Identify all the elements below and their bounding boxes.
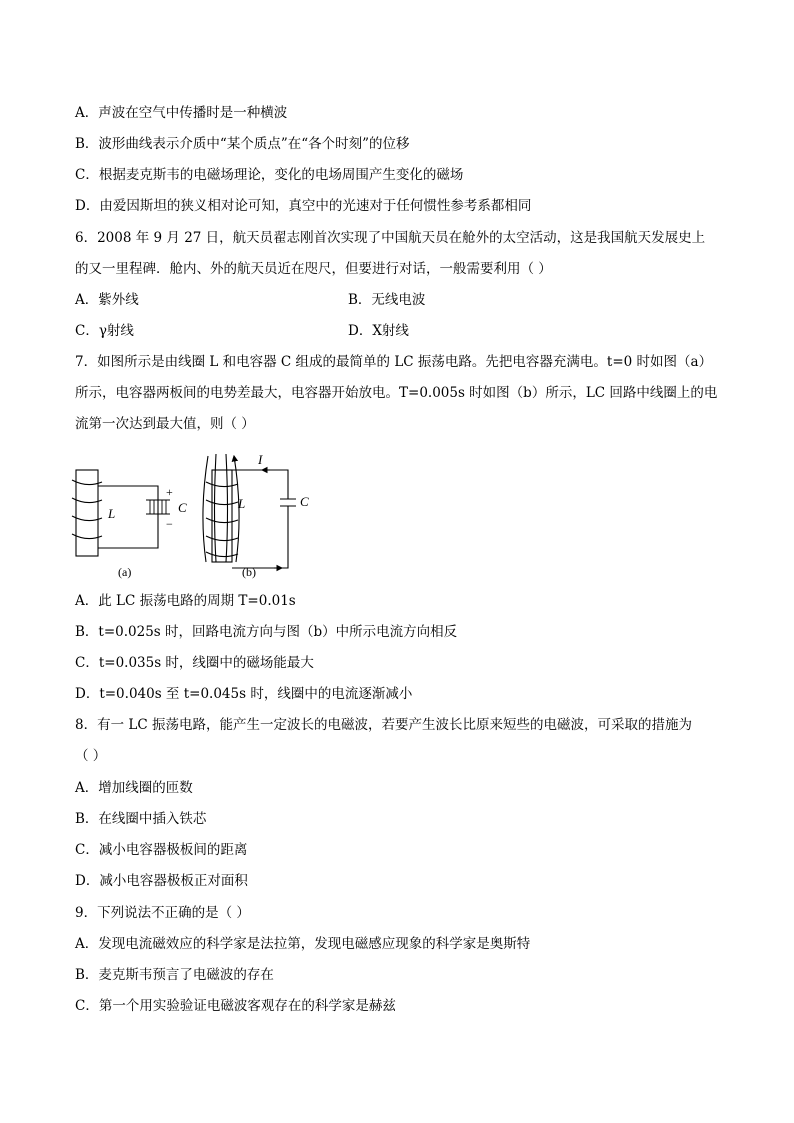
q7-option-d: D．t=0.040s 至 t=0.045s 时，线圈中的电流逐渐减小: [75, 686, 413, 702]
q9-option-c: C．第一个用实验验证电磁波客观存在的科学家是赫兹: [75, 998, 396, 1014]
q6-stem-line1: 6．2008 年 9 月 27 日，航天员翟志刚首次实现了中国航天员在舱外的太空活动，这是我国航天发展史上: [75, 230, 706, 246]
q9-option-a: A．发现电流磁效应的科学家是法拉第，发现电磁感应现象的科学家是奥斯特: [75, 936, 531, 952]
capacitor-label-a: C: [178, 500, 187, 515]
wire-a: [98, 486, 158, 548]
lc-circuit-figure: [66, 442, 326, 582]
q5-option-b: B．波形曲线表示介质中“某个质点”在“各个时刻”的位移: [75, 136, 410, 152]
q6-option-b: B．无线电波: [348, 292, 426, 308]
figure-a-circuit: [72, 470, 170, 556]
q9-stem: 9．下列说法不正确的是（ ）: [75, 905, 250, 921]
plus-sign: +: [166, 485, 173, 499]
q7-stem-line3: 流第一次达到最大值，则（ ）: [75, 416, 255, 432]
coil-winding-b: [206, 482, 238, 557]
current-label: I: [258, 452, 263, 467]
q5-option-c: C．根据麦克斯韦的电磁场理论，变化的电场周围产生变化的磁场: [75, 167, 464, 183]
q5-option-d: D．由爱因斯坦的狭义相对论可知，真空中的光速对于任何惯性参考系都相同: [75, 198, 532, 214]
q7-stem-line1: 7．如图所示是由线圈 L 和电容器 C 组成的最简单的 LC 振荡电路。先把电容器充满电。t=0 时如图（a）: [75, 354, 713, 370]
q6-option-d: D．X射线: [348, 323, 409, 339]
minus-sign: −: [166, 517, 173, 531]
caption-b: (b): [242, 565, 256, 579]
q8-option-b: B．在线圈中插入铁芯: [75, 811, 207, 827]
caption-a: (a): [118, 565, 132, 579]
q8-stem-line2: （ ）: [75, 748, 107, 764]
q6-option-a: A．紫外线: [75, 292, 139, 308]
q7-option-c: C．t=0.035s 时，线圈中的磁场能最大: [75, 655, 314, 671]
capacitor-label-b: C: [300, 494, 309, 509]
q8-option-d: D．减小电容器极板正对面积: [75, 873, 248, 889]
inductor-label-b: L: [238, 496, 246, 511]
q5-option-a: A．声波在空气中传播时是一种横波: [75, 105, 288, 121]
q8-stem-line1: 8．有一 LC 振荡电路，能产生一定波长的电磁波，若要产生波长比原来短些的电磁波，可采取的措施为: [75, 717, 692, 733]
q8-option-a: A．增加线圈的匝数: [75, 780, 193, 796]
q6-stem-line2: 的又一里程碑．舱内、外的航天员近在咫尺，但要进行对话，一般需要利用（ ）: [75, 261, 552, 277]
q8-option-c: C．减小电容器极板间的距离: [75, 842, 248, 858]
q9-option-b: B．麦克斯韦预言了电磁波的存在: [75, 967, 274, 983]
wire-b: [232, 470, 288, 568]
q7-stem-line2: 所示，电容器两板间的电势差最大，电容器开始放电。T=0.005s 时如图（b）所示，LC 回路中线圈上的电: [75, 385, 718, 401]
q7-option-b: B．t=0.025s 时，回路电流方向与图（b）中所示电流方向相反: [75, 624, 458, 640]
figure-b-circuit: [203, 454, 296, 568]
q6-option-c: C．γ射线: [75, 323, 134, 339]
inductor-label-a: L: [108, 506, 116, 521]
q7-option-a: A．此 LC 振荡电路的周期 T=0.01s: [75, 593, 296, 609]
